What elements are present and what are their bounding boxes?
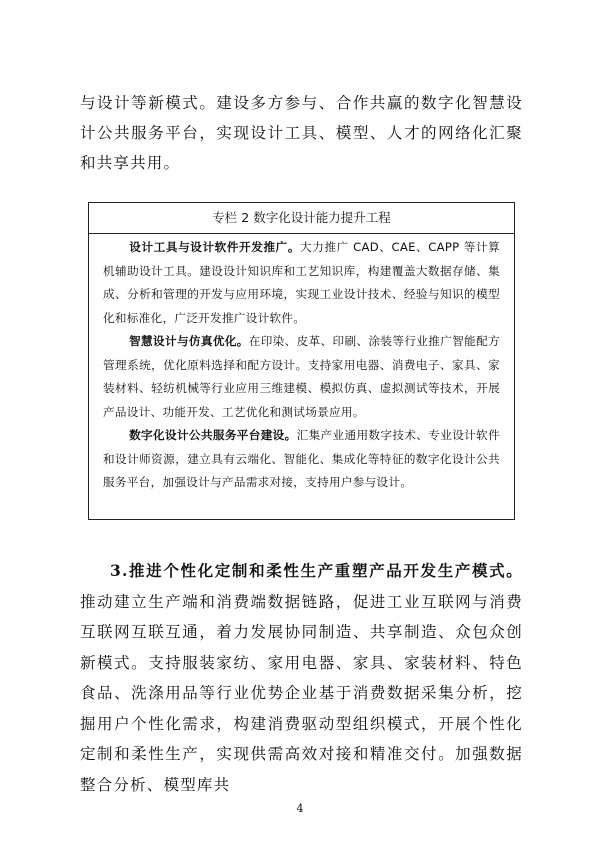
box-item [103,424,500,495]
box-item [103,236,500,330]
box-item-text: 在印染、皮革、印刷、涂装等行业推广智能配方管理系统，优化原料选择和配方设计。支持家用电器、消费电子、家具、家装材料、轻纺机械等行业应用三维建模、模拟仿真、虚拟测试等技术，开展产品设计、功能开发、工艺优化和测试场景应用。 [103,334,500,419]
box-item-text: 大力推广 CAD、CAE、CAPP 等计算机辅助设计工具。建设设计知识库和工艺知识库，构建覆盖大数据存储、集成、分析和管理的开发与应用环境，实现工业设计技术、经验与知识的模型化和标准化，广泛开发推广设计软件。 [103,240,500,325]
section3-text: 推动建立生产端和消费端数据链路，促进工业互联网与消费互联网互联互通，着力发展协同制造、共享制造、众包众创新模式。支持服装家纺、家用电器、家具、家装材料、特色食品、洗涤用品等行业优势企业基于消费数据采集分析，挖掘用户个性化需求，构建消费驱动型组织模式，开展个性化定制和柔性生产，实现供需高效对接和精准交付。加强数据整合分析、模型库共 [80,592,523,794]
feature-box-body [89,234,514,495]
intro-paragraph: 与设计等新模式。建设多方参与、合作共赢的数字化智慧设计公共服务平台，实现设计工具、模型、人才的网络化汇聚和共享共用。 [80,94,523,172]
box-item [103,330,500,424]
box-item-text: 汇集产业通用数字技术、专业设计软件和设计师资源，建立具有云端化、智能化、集成化等特征的数字化设计公共服务平台，加强设计与产品需求对接，支持用户参与设计。 [103,428,500,489]
box-item-lead: 数字化设计公共服务平台建设。 [129,428,297,442]
feature-box-title: 专栏 2 数字化设计能力提升工程 [89,203,514,234]
box-item-lead: 智慧设计与仿真优化。 [129,334,249,348]
page-number: 4 [296,802,304,815]
section3-paragraph [80,556,523,800]
feature-box [88,202,515,520]
section3-heading: 3.推进个性化定制和柔性生产重塑产品开发生产模式。 [110,561,523,580]
box-item-lead: 设计工具与设计软件开发推广。 [129,240,301,254]
